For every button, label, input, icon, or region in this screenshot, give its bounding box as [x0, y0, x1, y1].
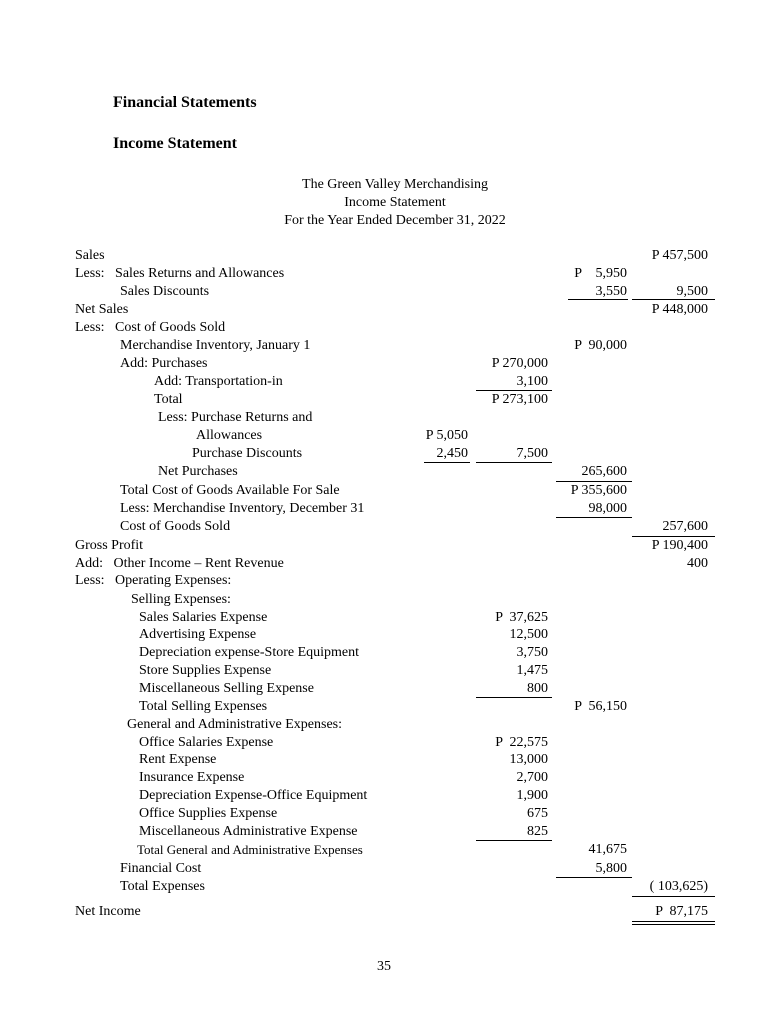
- table-row: [0, 537, 768, 555]
- row-label: Purchase Discounts: [192, 446, 303, 461]
- amount-col2: P 22,575: [495, 735, 548, 750]
- row-label: Less: Sales Returns and Allowances: [75, 266, 285, 281]
- table-row: [0, 337, 768, 355]
- amount-col2: 1,900: [516, 788, 548, 803]
- underline-rule: [556, 517, 632, 518]
- row-label: Total General and Administrative Expenses: [137, 842, 363, 857]
- amount-col2: P 37,625: [495, 610, 548, 625]
- row-label: Selling Expenses:: [131, 592, 231, 607]
- row-label: Cost of Goods Sold: [120, 519, 231, 534]
- table-row: [0, 878, 768, 896]
- row-label: Total: [154, 392, 183, 407]
- row-label: Add: Transportation-in: [154, 374, 283, 389]
- amount-col2: 2,700: [516, 770, 548, 785]
- row-label: Net Purchases: [158, 464, 238, 479]
- row-label: Store Supplies Expense: [139, 663, 272, 678]
- row-label: Sales Discounts: [120, 284, 210, 299]
- row-label: Total Selling Expenses: [139, 699, 268, 714]
- amount-col2: P 273,100: [491, 392, 548, 407]
- table-row: [0, 903, 768, 921]
- amount-col2: 3,750: [516, 645, 548, 660]
- table-row: [0, 373, 768, 391]
- statement-title: Income Statement: [344, 195, 446, 210]
- table-row: [0, 823, 768, 841]
- underline-rule: [476, 390, 552, 391]
- row-label: Add: Other Income – Rent Revenue: [75, 556, 284, 571]
- double-underline-top: [632, 921, 715, 922]
- amount-col3: P 355,600: [570, 483, 627, 498]
- table-row: [0, 662, 768, 680]
- row-label: Office Supplies Expense: [139, 806, 278, 821]
- table-row: [0, 463, 768, 481]
- amount-col4: ( 103,625): [649, 879, 708, 894]
- table-row: [0, 698, 768, 716]
- row-label: Sales Salaries Expense: [139, 610, 268, 625]
- amount-col3: 41,675: [588, 842, 627, 857]
- table-row: [0, 518, 768, 536]
- amount-col3: P 56,150: [574, 699, 627, 714]
- row-label: Sales: [75, 248, 105, 263]
- row-label: Rent Expense: [139, 752, 217, 767]
- table-row: [0, 751, 768, 769]
- underline-rule: [632, 896, 715, 897]
- amount-col1: 2,450: [436, 446, 468, 461]
- amount-col3: P 90,000: [574, 338, 627, 353]
- row-label: Miscellaneous Selling Expense: [139, 681, 314, 696]
- row-label: Less: Cost of Goods Sold: [75, 320, 226, 335]
- underline-rule: [424, 462, 470, 463]
- double-underline-bottom: [632, 924, 715, 925]
- amount-col2: 800: [527, 681, 548, 696]
- table-row: [0, 841, 768, 859]
- table-row: [0, 716, 768, 734]
- amount-col4: P 448,000: [651, 302, 708, 317]
- underline-rule: [476, 462, 552, 463]
- table-row: [0, 391, 768, 409]
- table-row: [0, 734, 768, 752]
- table-row: [0, 301, 768, 319]
- amount-col1: P 5,050: [425, 428, 468, 443]
- amount-col2: P 270,000: [491, 356, 548, 371]
- table-row: [0, 247, 768, 265]
- row-label: Merchandise Inventory, January 1: [120, 338, 311, 353]
- amount-col4: 257,600: [662, 519, 708, 534]
- table-row: [0, 409, 768, 427]
- table-row: [0, 787, 768, 805]
- amount-col4: P 457,500: [651, 248, 708, 263]
- row-label: Less: Operating Expenses:: [75, 573, 232, 588]
- amount-col4: P 190,400: [651, 538, 708, 553]
- row-label: Depreciation Expense-Office Equipment: [139, 788, 368, 803]
- table-row: [0, 265, 768, 283]
- table-row: [0, 319, 768, 337]
- page-number: 35: [377, 959, 391, 974]
- amount-col2: 825: [527, 824, 548, 839]
- table-row: [0, 860, 768, 878]
- row-label: Total Expenses: [120, 879, 205, 894]
- underline-rule: [556, 877, 632, 878]
- row-label: General and Administrative Expenses:: [127, 717, 342, 732]
- underline-rule: [632, 536, 715, 537]
- row-label: Allowances: [196, 428, 263, 443]
- amount-col4: 400: [687, 556, 708, 571]
- row-label: Net Income: [75, 904, 141, 919]
- amount-col3: 3,550: [595, 284, 627, 299]
- statement-period: For the Year Ended December 31, 2022: [284, 213, 506, 228]
- table-row: [0, 680, 768, 698]
- amount-col4: P 87,175: [655, 904, 708, 919]
- amount-col4: 9,500: [676, 284, 708, 299]
- row-label: Insurance Expense: [139, 770, 245, 785]
- row-label: Gross Profit: [75, 538, 144, 553]
- section-heading: Financial Statements: [113, 94, 257, 111]
- row-label: Financial Cost: [120, 861, 202, 876]
- underline-rule: [556, 481, 632, 482]
- underline-rule: [632, 299, 715, 300]
- table-row: [0, 572, 768, 590]
- table-row: [0, 644, 768, 662]
- row-label: Net Sales: [75, 302, 129, 317]
- row-label: Depreciation expense-Store Equipment: [139, 645, 360, 660]
- row-label: Miscellaneous Administrative Expense: [139, 824, 358, 839]
- table-row: [0, 427, 768, 445]
- table-row: [0, 555, 768, 573]
- amount-col3: 98,000: [588, 501, 627, 516]
- amount-col3: P 5,950: [574, 266, 627, 281]
- row-label: Office Salaries Expense: [139, 735, 274, 750]
- amount-col2: 3,100: [516, 374, 548, 389]
- table-row: [0, 482, 768, 500]
- table-row: [0, 769, 768, 787]
- amount-col3: 265,600: [581, 464, 627, 479]
- table-row: [0, 591, 768, 609]
- table-row: [0, 626, 768, 644]
- amount-col2: 1,475: [516, 663, 548, 678]
- row-label: Add: Purchases: [120, 356, 208, 371]
- amount-col3: 5,800: [595, 861, 627, 876]
- table-row: [0, 500, 768, 518]
- row-label: Advertising Expense: [139, 627, 257, 642]
- underline-rule: [568, 299, 628, 300]
- row-label: Total Cost of Goods Available For Sale: [120, 483, 340, 498]
- row-label: Less: Purchase Returns and: [158, 410, 313, 425]
- table-row: [0, 445, 768, 463]
- amount-col2: 675: [527, 806, 548, 821]
- underline-rule: [476, 697, 552, 698]
- table-row: [0, 355, 768, 373]
- amount-col2: 12,500: [509, 627, 548, 642]
- subsection-heading: Income Statement: [113, 135, 237, 152]
- underline-rule: [476, 840, 552, 841]
- company-name: The Green Valley Merchandising: [302, 177, 488, 192]
- amount-col2: 7,500: [516, 446, 548, 461]
- table-row: [0, 609, 768, 627]
- table-row: [0, 805, 768, 823]
- row-label: Less: Merchandise Inventory, December 31: [120, 501, 365, 516]
- amount-col2: 13,000: [509, 752, 548, 767]
